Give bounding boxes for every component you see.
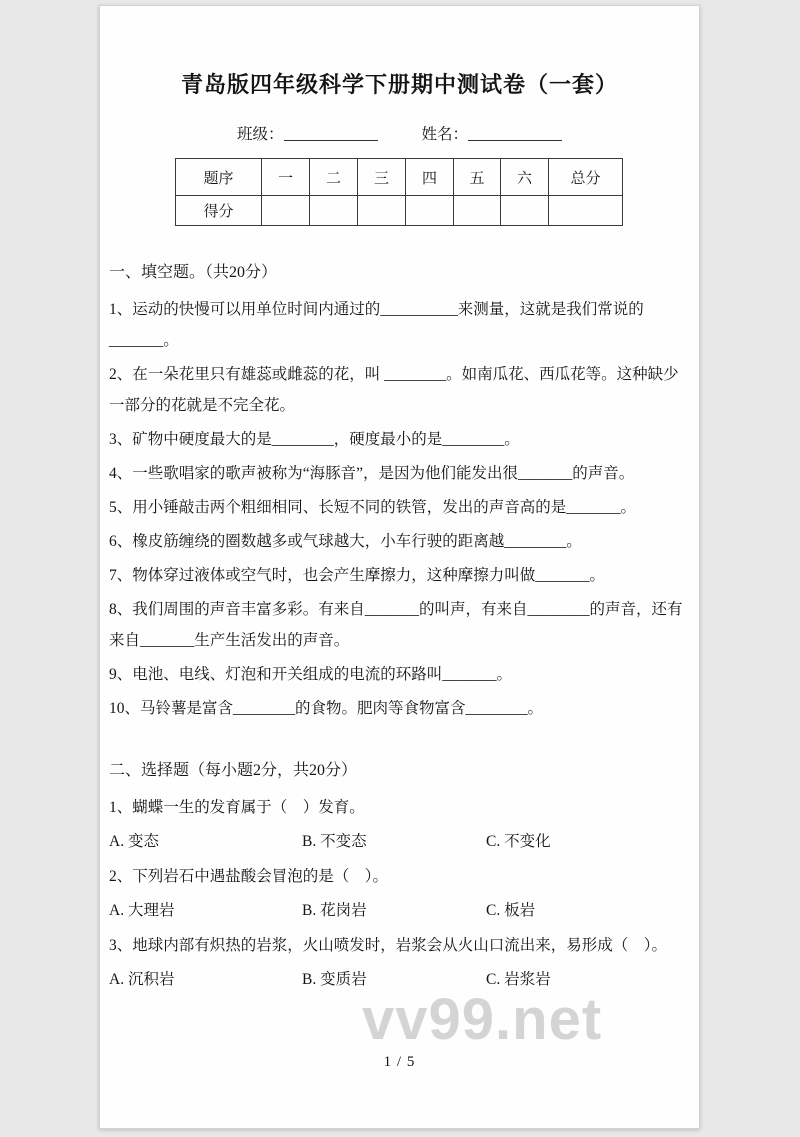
option-c: C. 不变化 <box>486 833 551 850</box>
choice-question-1: 1、蝴蝶一生的发育属于（ ）发育。 <box>109 799 365 816</box>
fill-question-9: 9、电池、电线、灯泡和开关组成的电流的环路叫_______。 <box>109 666 513 683</box>
score-table-score-row <box>176 196 623 226</box>
score-cell <box>501 196 549 226</box>
choice-question-3-options <box>109 964 690 995</box>
fill-question-4: 4、一些歌唱家的歌声被称为“海豚音”，是因为他们能发出很_______的声音。 <box>109 465 635 482</box>
section-heading-fill: 一、填空题。（共20分） <box>109 264 278 281</box>
fill-question-6: 6、橡皮筋缠绕的圈数越多或气球越大，小车行驶的距离越________。 <box>109 533 582 550</box>
score-table-header-cell: 四 <box>406 159 454 196</box>
score-table-header-cell: 二 <box>310 159 358 196</box>
fill-question-2: 2、在一朵花里只有雄蕊或雌蕊的花，叫 ________。如南瓜花、西瓜花等。这种缺少一部分的花就是不完全花。 <box>109 366 679 414</box>
option-c: C. 板岩 <box>486 902 536 919</box>
score-cell <box>549 196 623 226</box>
page-title: 青岛版四年级科学下册期中测试卷（一套） <box>180 72 618 97</box>
choice-question-3: 3、地球内部有炽热的岩浆，火山喷发时，岩浆会从火山口流出来，易形成（ ）。 <box>109 937 668 954</box>
score-table-header-cell: 总分 <box>549 159 623 196</box>
option-a: A. 变态 <box>109 833 159 850</box>
page-number: 1 / 5 <box>383 1054 416 1070</box>
option-b: B. 花岗岩 <box>302 902 367 919</box>
watermark: vv99.net <box>362 987 603 1052</box>
fill-question-8: 8、我们周围的声音丰富多彩。有来自_______的叫声，有来自________的声音，还有来自_______生产生活发出的声音。 <box>109 601 683 649</box>
fill-question-1: 1、运动的快慢可以用单位时间内通过的__________来测量，这就是我们常说的_______。 <box>109 301 644 349</box>
option-b: B. 不变态 <box>302 833 367 850</box>
score-cell <box>358 196 406 226</box>
fill-question-10: 10、马铃薯是富含________的食物。肥肉等食物富含________。 <box>109 700 544 717</box>
score-table-header-cell: 五 <box>454 159 501 196</box>
score-table-header-row <box>176 159 623 196</box>
name-label: 姓名： <box>421 126 469 143</box>
option-b: B. 变质岩 <box>302 971 367 988</box>
name-blank-line <box>468 127 562 141</box>
score-table-header-cell: 一 <box>262 159 310 196</box>
fill-question-7: 7、物体穿过液体或空气时，也会产生摩擦力，这种摩擦力叫做_______。 <box>109 567 606 584</box>
section-heading-choice: 二、选择题（每小题2分，共20分） <box>109 762 358 779</box>
choice-question-1-options <box>109 826 690 857</box>
fill-question-3: 3、矿物中硬度最大的是________，硬度最小的是________。 <box>109 431 520 448</box>
class-blank-line <box>284 127 378 141</box>
score-table <box>175 158 623 226</box>
fill-question-5: 5、用小锤敲击两个粗细相同、长短不同的铁管，发出的声音高的是_______。 <box>109 499 637 516</box>
exam-paper-page <box>99 5 700 1129</box>
score-cell <box>262 196 310 226</box>
choice-question-2: 2、下列岩石中遇盐酸会冒泡的是（ ）。 <box>109 868 389 885</box>
score-table-header-cell: 六 <box>501 159 549 196</box>
option-a: A. 大理岩 <box>109 902 175 919</box>
option-c: C. 岩浆岩 <box>486 971 551 988</box>
score-table-header-cell: 三 <box>358 159 406 196</box>
option-a: A. 沉积岩 <box>109 971 175 988</box>
class-label: 班级： <box>236 126 284 143</box>
score-row-label: 得分 <box>176 196 262 226</box>
student-info-row <box>109 124 690 146</box>
score-cell <box>406 196 454 226</box>
score-cell <box>310 196 358 226</box>
choice-question-2-options <box>109 895 690 926</box>
score-cell <box>454 196 501 226</box>
score-table-header-cell: 题序 <box>176 159 262 196</box>
